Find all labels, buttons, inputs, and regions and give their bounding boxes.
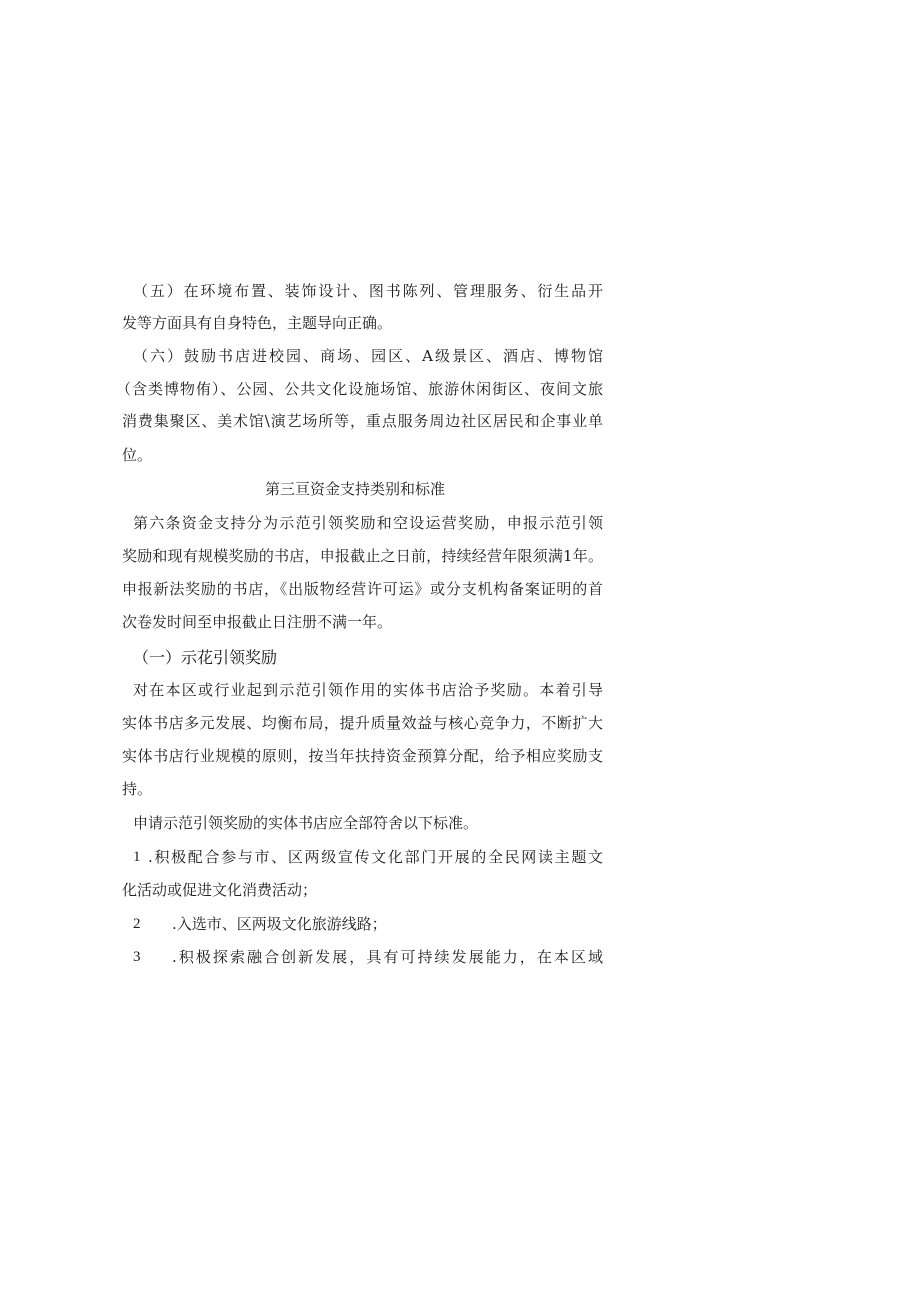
criterion-3-number: 3 [133,949,141,965]
paragraph-6-line-1: （六）鼓励书店进校园、商场、园区、A级景区、酒店、博物馆 [133,347,603,365]
section-heading: （一）示花引领奖励 [133,648,278,667]
article-6-line-4: 次卷发时间至申报截止日注册不满一年。 [122,613,393,631]
paragraph-6-line-4: 位。 [122,446,153,464]
paragraph-5-line-2: 发等方面具有自身特色，主题导向正确。 [122,314,393,332]
criterion-1-line-2: 化活动或促进文化消费活动； [122,881,318,899]
paragraph-6-line-3: 消费集聚区、美术馆\演艺场所等，重点服务周边社区居民和企事业单 [122,412,603,430]
criterion-1-line-1: .积极配合参与市、区两级宣传文化部门开展的全民网读主题文 [148,848,603,866]
criterion-2-line-1: .入选市、区两圾文化旅游线路； [172,915,387,933]
section-intro-line-2: 实体书店多元发展、均衡布局，提升质量效益与核心竞争力，不断扩大 [122,714,603,732]
criteria-intro: 申请示范引领奖励的实体书店应全部符舍以下标准。 [133,814,479,832]
article-6-line-2: 奖励和现有规模奖励的书店，申报截止之日前，持续经营年限须满1年。 [122,547,603,565]
article-6-line-1: 第六条资金支持分为示范引领奖励和空设运营奖励，申报示范引领 [133,514,603,532]
paragraph-6-line-2: （含类博物侑）、公园、公共文化设施场馆、旅游休闲街区、夜间文旅 [116,380,603,398]
section-intro-line-1: 对在本区或行业起到示范引领作用的实体书店洽予奖励。本着引导 [133,681,603,699]
criterion-1-number: 1 [133,849,141,865]
section-intro-line-4: 持。 [122,780,153,798]
criterion-2-number: 2 [133,916,141,932]
criterion-3-line-1: .积极探索融合创新发展，具有可持续发展能力，在本区域 [172,948,603,966]
article-6-line-3: 申报新法奖励的书店，《出版物经营许可运》或分支机构备案证明的首 [122,580,603,598]
paragraph-5-line-1: （五）在环境布置、装饰设计、图书陈列、管理服务、衍生品开 [133,282,603,300]
section-intro-line-3: 实体书店行业规模的原则，按当年扶持资金预算分配，给予相应奖励支 [122,747,603,765]
chapter-heading: 第三亘资金支持类别和标准 [264,480,445,498]
